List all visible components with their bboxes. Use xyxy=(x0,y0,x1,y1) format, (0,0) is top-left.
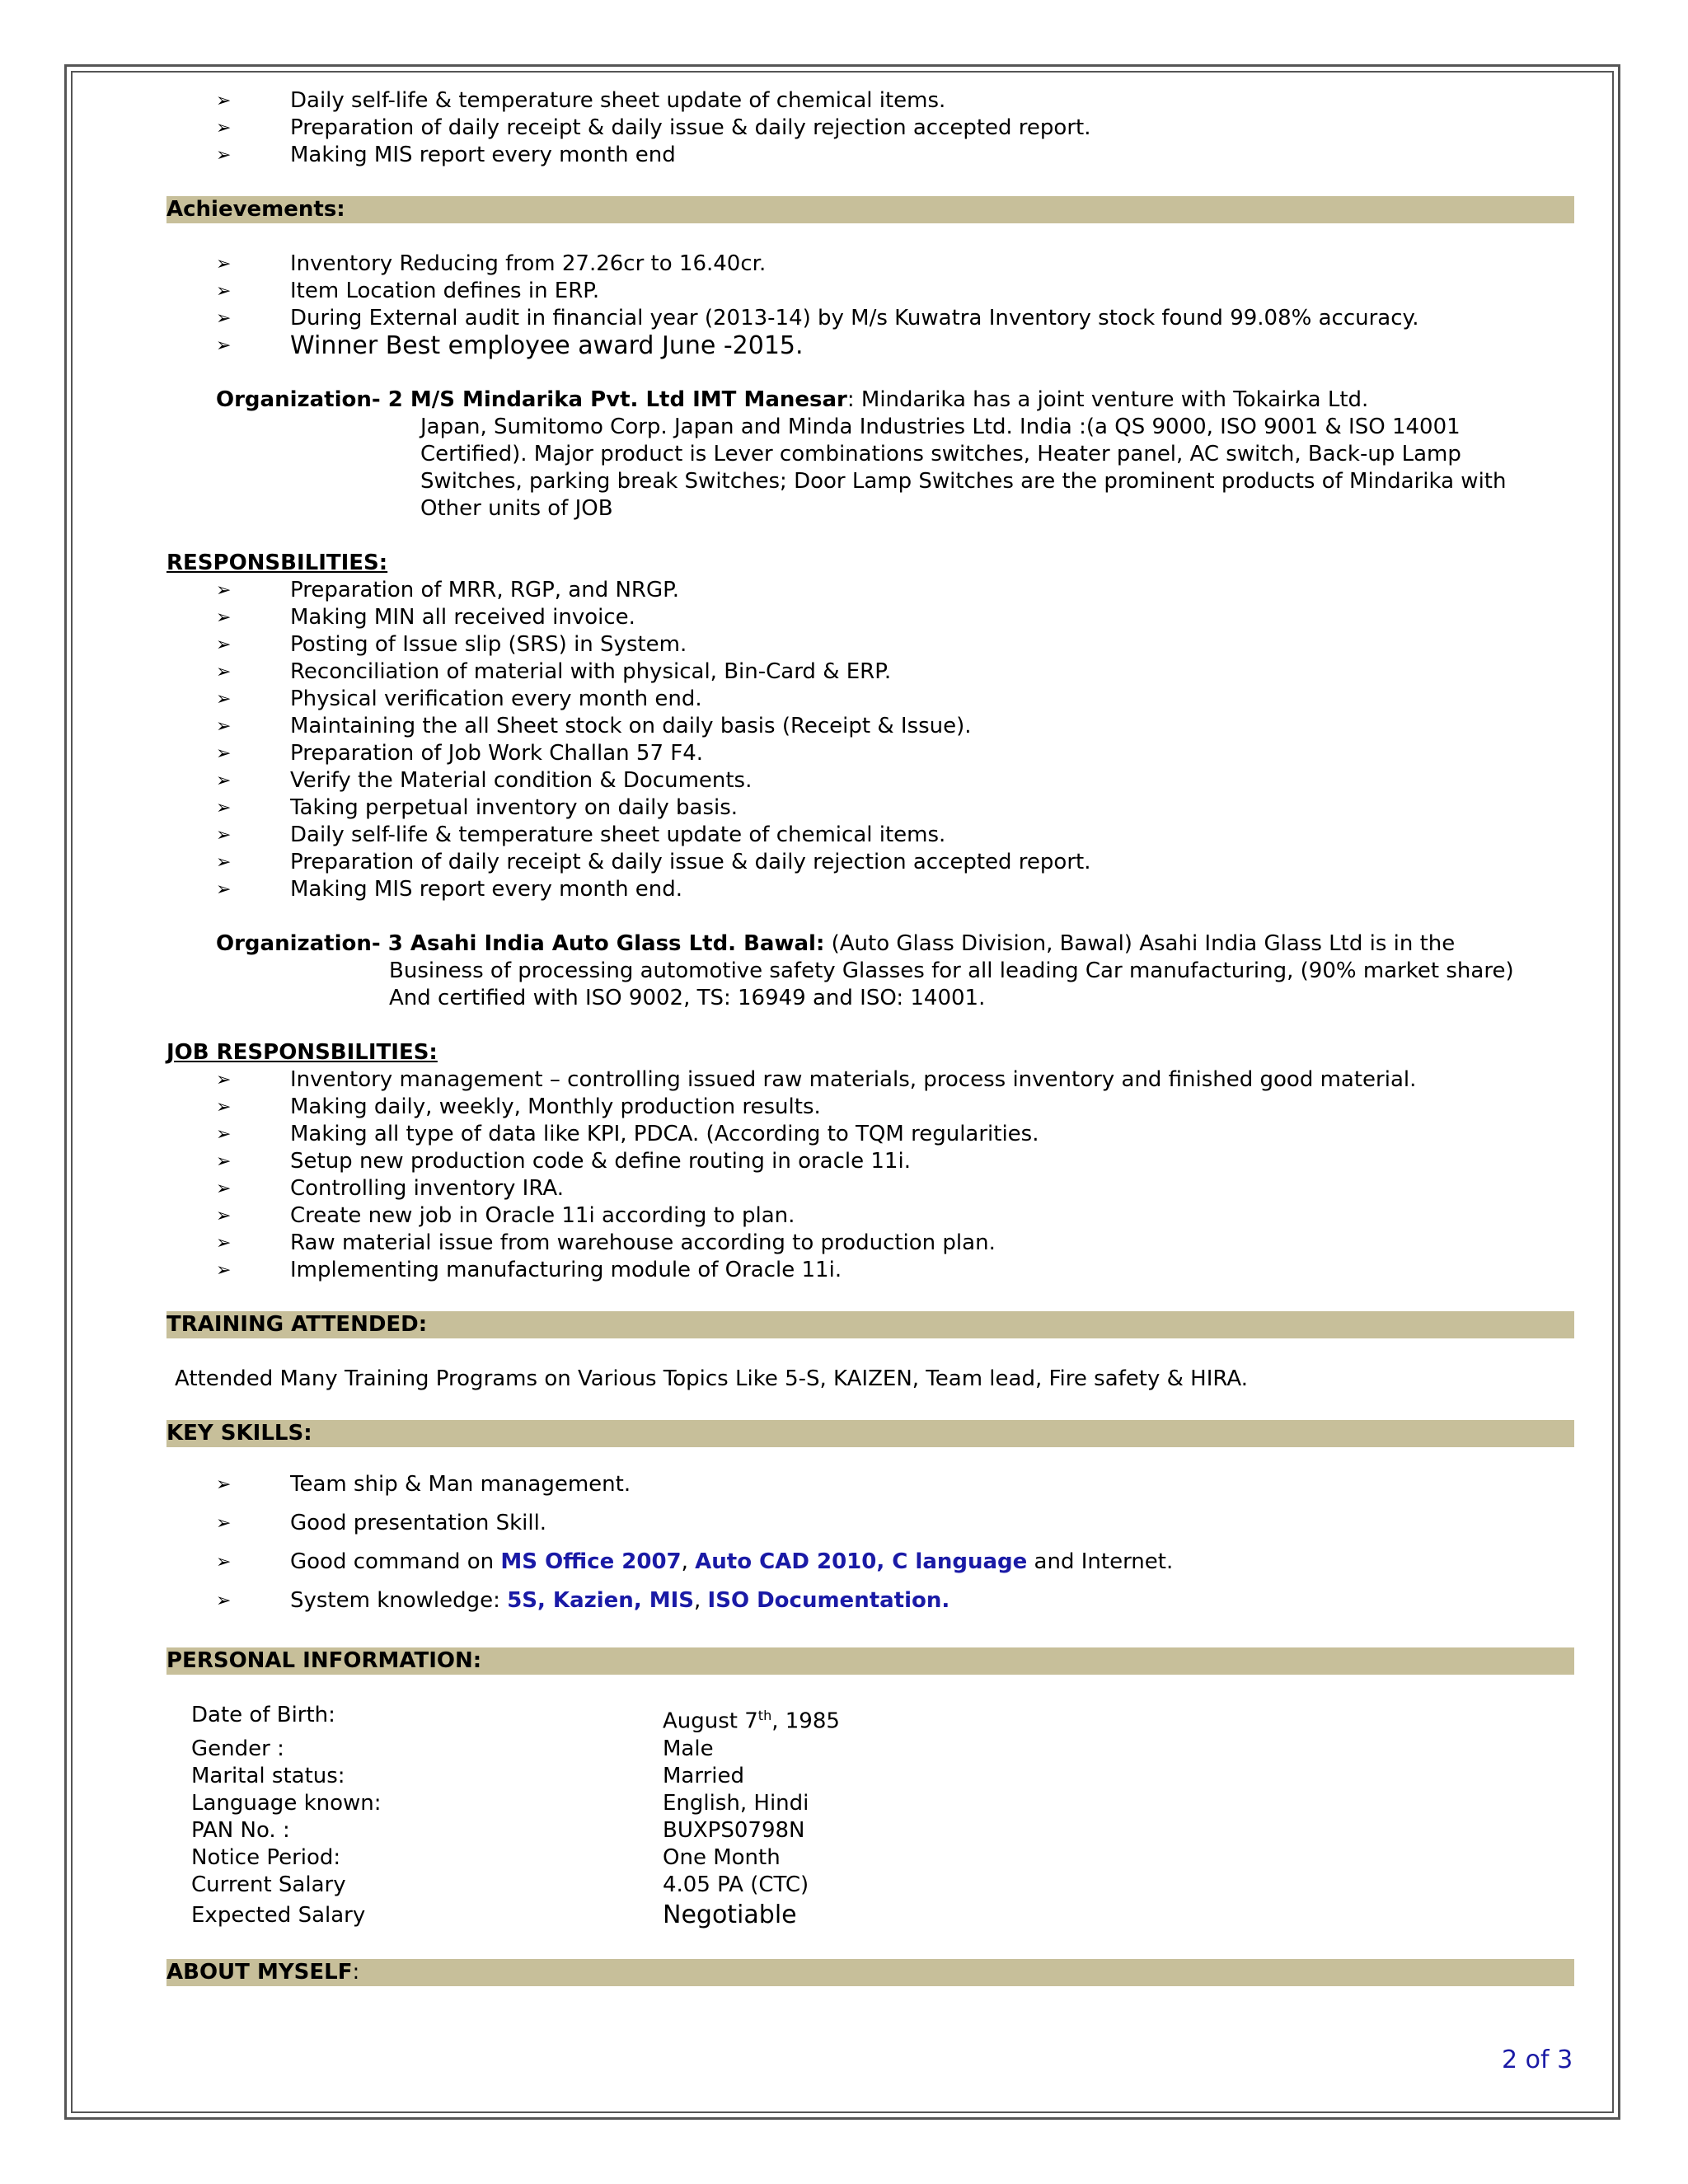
list-item: ➢ Create new job in Oracle 11i according to plan. xyxy=(216,1203,795,1228)
arrow-bullet-icon: ➢ xyxy=(216,1260,232,1281)
list-item: ➢ System knowledge: 5S, Kazien, MIS, ISO Documentation. xyxy=(166,1582,1574,1620)
arrow-bullet-icon: ➢ xyxy=(216,281,232,302)
responsibilities-heading: RESPONSBILITIES: xyxy=(166,551,388,575)
responsibilities-list xyxy=(166,577,1574,903)
skill-highlight: MS Office 2007 xyxy=(500,1549,682,1574)
arrow-bullet-icon: ➢ xyxy=(216,1179,232,1199)
org3-intro: Organization- 3 Asahi India Auto Glass Ltd. Bawal: (Auto Glass Division, Bawal) Asahi India Glass Ltd is in the xyxy=(216,931,1456,956)
org2-title: Organization- 2 M/S Mindarika Pvt. Ltd IMT Manesar xyxy=(216,387,847,412)
list-item: ➢ Making MIS report every month end xyxy=(216,143,676,167)
arrow-bullet-icon: ➢ xyxy=(216,308,232,329)
arrow-bullet-icon: ➢ xyxy=(216,1552,232,1572)
arrow-bullet-icon: ➢ xyxy=(216,689,232,710)
list-item: ➢ Controlling inventory IRA. xyxy=(216,1176,564,1201)
job-responsibilities-heading: JOB RESPONSBILITIES: xyxy=(166,1040,438,1065)
skill-highlight: ISO Documentation. xyxy=(707,1588,950,1613)
about-myself-heading: ABOUT MYSELF: xyxy=(166,1959,1574,1986)
arrow-bullet-icon: ➢ xyxy=(216,879,232,900)
arrow-bullet-icon: ➢ xyxy=(216,1233,232,1254)
list-item: ➢ Making MIS report every month end. xyxy=(216,877,683,902)
list-item: ➢ Physical verification every month end. xyxy=(216,687,702,711)
job-responsibilities-list xyxy=(166,1066,1574,1284)
list-item: ➢ Team ship & Man management. xyxy=(166,1465,1574,1504)
list-item: ➢ Implementing manufacturing module of Oracle 11i. xyxy=(216,1258,842,1282)
arrow-bullet-icon: ➢ xyxy=(216,716,232,737)
arrow-bullet-icon: ➢ xyxy=(216,825,232,846)
arrow-bullet-icon: ➢ xyxy=(216,771,232,791)
info-row: Notice Period: One Month xyxy=(191,1844,781,1870)
arrow-bullet-icon: ➢ xyxy=(216,91,232,111)
list-item: ➢ Inventory Reducing from 27.26cr to 16.40cr. xyxy=(216,251,767,276)
achievements-list xyxy=(166,251,1574,359)
key-skills-list xyxy=(166,1465,1574,1620)
list-item: ➢ Preparation of MRR, RGP, and NRGP. xyxy=(216,578,680,602)
list-item: ➢ Posting of Issue slip (SRS) in System. xyxy=(216,632,687,657)
list-item: ➢ Making all type of data like KPI, PDCA. (According to TQM regularities. xyxy=(216,1122,1039,1146)
arrow-bullet-icon: ➢ xyxy=(216,798,232,818)
info-row: Date of Birth: August 7th, 1985 xyxy=(191,1703,840,1734)
list-item: ➢ Daily self-life & temperature sheet update of chemical items. xyxy=(216,88,946,113)
org3-description: Business of processing automotive safety Glasses for all leading Car manufacturing, (90% market share) And certified with ISO 9002, TS: 16949 and ISO: 14001. xyxy=(389,958,1514,1010)
list-item: ➢ Good command on MS Office 2007, Auto CAD 2010, C language and Internet. xyxy=(166,1543,1574,1582)
arrow-bullet-icon: ➢ xyxy=(216,118,232,138)
skill-highlight: Auto CAD 2010, C language xyxy=(695,1549,1028,1574)
info-row: Expected Salary Negotiable xyxy=(191,1900,797,1929)
list-item: ➢ Making MIN all received invoice. xyxy=(216,605,635,630)
list-item: ➢ Maintaining the all Sheet stock on daily basis (Receipt & Issue). xyxy=(216,714,972,738)
list-item: ➢ Verify the Material condition & Documents. xyxy=(216,768,753,793)
arrow-bullet-icon: ➢ xyxy=(216,254,232,274)
org2-description: Japan, Sumitomo Corp. Japan and Minda Industries Ltd. India :(a QS 9000, ISO 9001 & ISO 14001 Certified). Major product is Lever combinations switches, Heater panel, AC switch, Back-up Lamp Switches, parking break Switches; Door Lamp Switches are the prominent products of Mindarika with Other units of JOB xyxy=(420,415,1507,521)
arrow-bullet-icon: ➢ xyxy=(216,607,232,628)
arrow-bullet-icon: ➢ xyxy=(216,335,232,356)
arrow-bullet-icon: ➢ xyxy=(216,1124,232,1145)
achievements-heading: Achievements: xyxy=(166,196,1574,223)
list-item: ➢ Reconciliation of material with physical, Bin-Card & ERP. xyxy=(216,659,892,684)
arrow-bullet-icon: ➢ xyxy=(216,1070,232,1090)
list-item: ➢ During External audit in financial year (2013-14) by M/s Kuwatra Inventory stock found 99.08% accuracy. xyxy=(216,306,1419,330)
resume-page-content xyxy=(166,87,1574,1986)
personal-info-table xyxy=(166,1702,1574,1932)
arrow-bullet-icon: ➢ xyxy=(216,145,232,166)
dob-value: August 7th, 1985 xyxy=(663,1708,840,1734)
arrow-bullet-icon: ➢ xyxy=(216,1474,232,1495)
list-item: ➢ Item Location defines in ERP. xyxy=(216,279,600,303)
list-item: ➢ Making daily, weekly, Monthly production results. xyxy=(216,1094,821,1119)
skill-highlight: 5S, Kazien, MIS xyxy=(507,1588,695,1613)
arrow-bullet-icon: ➢ xyxy=(216,1097,232,1118)
award-item: ➢ Winner Best employee award June -2015. xyxy=(216,331,804,360)
info-row: Current Salary 4.05 PA (CTC) xyxy=(191,1872,809,1897)
arrow-bullet-icon: ➢ xyxy=(216,1151,232,1172)
top-bullet-list xyxy=(166,87,1574,169)
info-row: Language known: English, Hindi xyxy=(191,1790,809,1816)
arrow-bullet-icon: ➢ xyxy=(216,1206,232,1226)
key-skills-heading: KEY SKILLS: xyxy=(166,1420,1574,1447)
training-heading: TRAINING ATTENDED: xyxy=(166,1311,1574,1338)
list-item: ➢ Raw material issue from warehouse according to production plan. xyxy=(216,1230,996,1255)
arrow-bullet-icon: ➢ xyxy=(216,662,232,682)
list-item: ➢ Daily self-life & temperature sheet update of chemical items. xyxy=(216,823,946,847)
org3-title: Organization- 3 Asahi India Auto Glass Ltd. Bawal: xyxy=(216,931,825,956)
personal-info-heading: PERSONAL INFORMATION: xyxy=(166,1647,1574,1675)
list-item: ➢ Preparation of daily receipt & daily issue & daily rejection accepted report. xyxy=(216,850,1091,874)
list-item: ➢ Good presentation Skill. xyxy=(166,1504,1574,1543)
info-row: Marital status: Married xyxy=(191,1763,745,1788)
org2-intro: Organization- 2 M/S Mindarika Pvt. Ltd IMT Manesar: Mindarika has a joint venture with Tokairka Ltd. xyxy=(216,387,1369,412)
list-item: ➢ Setup new production code & define routing in oracle 11i. xyxy=(216,1149,911,1174)
arrow-bullet-icon: ➢ xyxy=(216,635,232,655)
info-row: Gender : Male xyxy=(191,1736,714,1761)
arrow-bullet-icon: ➢ xyxy=(216,580,232,601)
info-row: PAN No. : BUXPS0798N xyxy=(191,1817,805,1843)
arrow-bullet-icon: ➢ xyxy=(216,743,232,764)
arrow-bullet-icon: ➢ xyxy=(216,1591,232,1611)
list-item: ➢ Inventory management – controlling issued raw materials, process inventory and finished good material. xyxy=(216,1067,1417,1092)
list-item: ➢ Taking perpetual inventory on daily basis. xyxy=(216,795,738,820)
arrow-bullet-icon: ➢ xyxy=(216,852,232,873)
arrow-bullet-icon: ➢ xyxy=(216,1513,232,1534)
page-number: 2 of 3 xyxy=(1502,2046,1573,2074)
list-item: ➢ Preparation of Job Work Challan 57 F4. xyxy=(216,741,704,766)
training-text: Attended Many Training Programs on Various Topics Like 5-S, KAIZEN, Team lead, Fire safety & HIRA. xyxy=(175,1366,1248,1391)
list-item: ➢ Preparation of daily receipt & daily issue & daily rejection accepted report. xyxy=(216,115,1091,140)
